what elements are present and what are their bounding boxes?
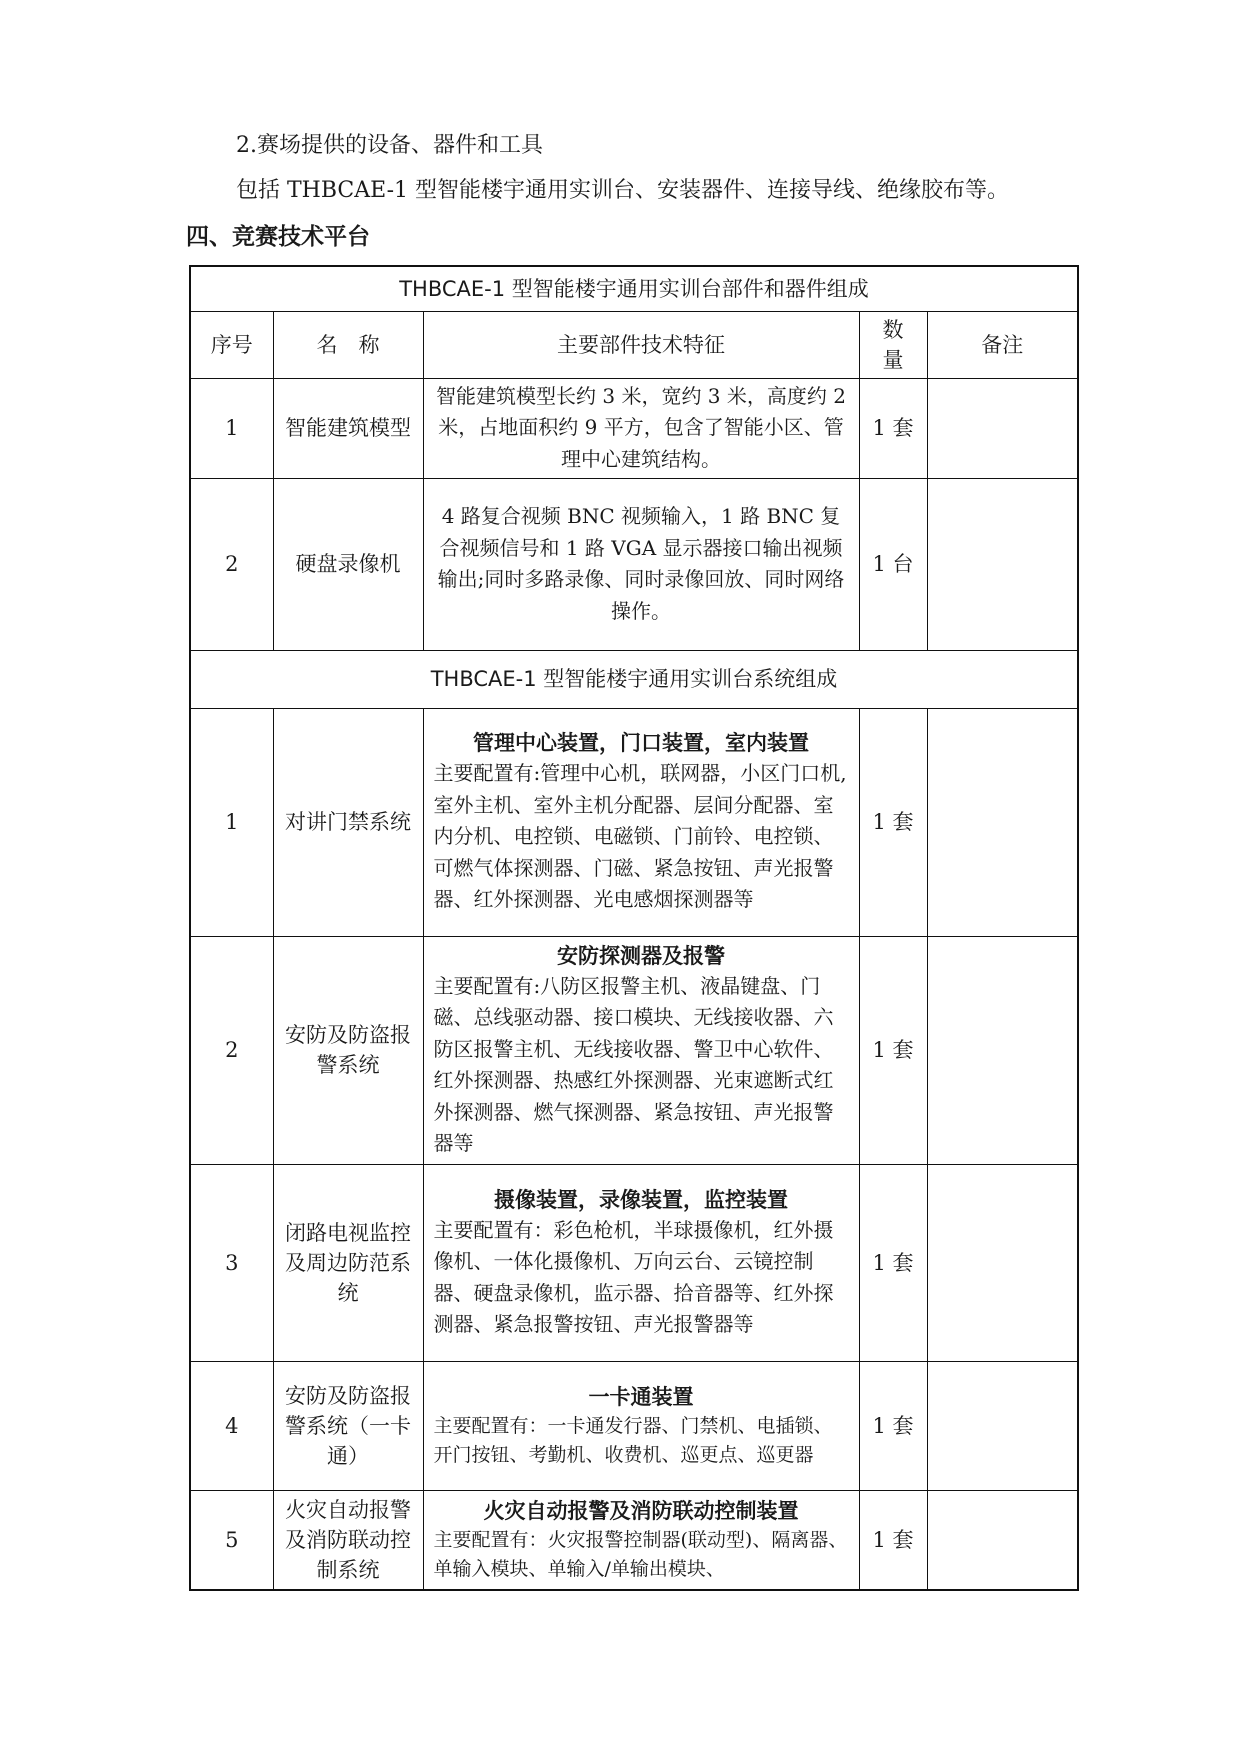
row-description-body: 主要配置有：火灾报警控制器(联动型)、隔离器、单输入模块、单输入/单输出模块、: [433, 1528, 848, 1580]
row-description-body: 主要配置有:八防区报警主机、液晶键盘、门磁、总线驱动器、接口模块、无线接收器、六防区报警主机、无线接收器、警卫中心软件、红外探测器、热感红外探测器、光束遮断式红外探测器、燃气探测器、紧急按钮、声光报警器等: [433, 973, 834, 1155]
row-number: 4: [190, 1361, 273, 1490]
col-header-name: 名 称: [273, 311, 423, 378]
row-number: 2: [190, 478, 273, 650]
table-title-row: [190, 650, 1078, 708]
row-name: 闭路电视监控及周边防范系统: [273, 1164, 423, 1361]
table-row: [190, 1164, 1078, 1361]
row-number: 2: [190, 936, 273, 1164]
row-description: 4 路复合视频 BNC 视频输入，1 路 BNC 复合视频信号和 1 路 VGA 显示器接口输出视频输出;同时多路录像、同时录像回放、同时网络操作。: [423, 478, 859, 650]
intro-line-2: 包括 THBCAE-1 型智能楼宇通用实训台、安装器件、连接导线、绝缘胶布等。: [236, 178, 1010, 203]
row-remark: [927, 1164, 1078, 1361]
row-number: 3: [190, 1164, 273, 1361]
row-description-body: 主要配置有：彩色枪机，半球摄像机，红外摄像机、一体化摄像机、万向云台、云镜控制器、硬盘录像机，监示器、拾音器等、红外探测器、紧急报警按钮、声光报警器等: [433, 1217, 834, 1336]
row-name: 智能建筑模型: [273, 378, 423, 478]
intro-line-1: 2.赛场提供的设备、器件和工具: [236, 133, 543, 158]
platform-table: [189, 265, 1079, 1591]
row-name: 安防及防盗报警系统（一卡通）: [273, 1361, 423, 1490]
row-description-heading: 安防探测器及报警: [557, 943, 725, 968]
row-number: 1: [190, 708, 273, 936]
table-row: [190, 378, 1078, 478]
table-row: [190, 478, 1078, 650]
row-description-heading: 摄像装置，录像装置，监控装置: [494, 1187, 788, 1212]
row-description: [423, 708, 859, 936]
row-remark: [927, 378, 1078, 478]
row-name: 硬盘录像机: [273, 478, 423, 650]
row-number: 1: [190, 378, 273, 478]
row-description: 智能建筑模型长约 3 米，宽约 3 米，高度约 2 米，占地面积约 9 平方，包含了智能小区、管理中心建筑结构。: [423, 378, 859, 478]
table-row: [190, 708, 1078, 936]
table-row: [190, 1361, 1078, 1490]
col-header-features: 主要部件技术特征: [423, 311, 859, 378]
row-quantity: 1 套: [859, 1361, 927, 1490]
row-description: [423, 1490, 859, 1590]
row-description: [423, 1361, 859, 1490]
row-remark: [927, 708, 1078, 936]
row-description: [423, 936, 859, 1164]
row-description-heading: 火灾自动报警及消防联动控制装置: [483, 1498, 799, 1523]
table-title-row: [190, 266, 1078, 311]
row-description-heading: 管理中心装置，门口装置，室内装置: [473, 731, 809, 756]
col-header-remark: 备注: [927, 311, 1078, 378]
row-quantity: 1 套: [859, 708, 927, 936]
systems-table-title: THBCAE-1 型智能楼宇通用实训台系统组成: [190, 650, 1078, 708]
row-remark: [927, 1361, 1078, 1490]
row-quantity: 1 套: [859, 378, 927, 478]
table-row: [190, 936, 1078, 1164]
parts-table-title: THBCAE-1 型智能楼宇通用实训台部件和器件组成: [190, 266, 1078, 311]
row-description-body: 主要配置有：一卡通发行器、门禁机、电插锁、开门按钮、考勤机、收费机、巡更点、巡更器: [433, 1414, 833, 1466]
section-heading: 四、竞赛技术平台: [186, 224, 370, 250]
row-quantity: 1 套: [859, 1490, 927, 1590]
col-header-qty: 数量: [859, 311, 927, 378]
row-remark: [927, 478, 1078, 650]
row-name: 火灾自动报警及消防联动控制系统: [273, 1490, 423, 1590]
row-description-heading: 一卡通装置: [588, 1384, 694, 1409]
table-header-row: [190, 311, 1078, 378]
row-name: 对讲门禁系统: [273, 708, 423, 936]
col-header-no: 序号: [190, 311, 273, 378]
row-quantity: 1 台: [859, 478, 927, 650]
row-remark: [927, 936, 1078, 1164]
row-quantity: 1 套: [859, 936, 927, 1164]
row-quantity: 1 套: [859, 1164, 927, 1361]
row-name: 安防及防盗报警系统: [273, 936, 423, 1164]
row-remark: [927, 1490, 1078, 1590]
table-row: [190, 1490, 1078, 1590]
row-number: 5: [190, 1490, 273, 1590]
row-description: [423, 1164, 859, 1361]
row-description-body: 主要配置有:管理中心机，联网器，小区门口机,室外主机、室外主机分配器、层间分配器、室内分机、电控锁、电磁锁、门前铃、电控锁、可燃气体探测器、门磁、紧急按钮、声光报警器、红外探测器、光电感烟探测器等: [433, 761, 847, 912]
